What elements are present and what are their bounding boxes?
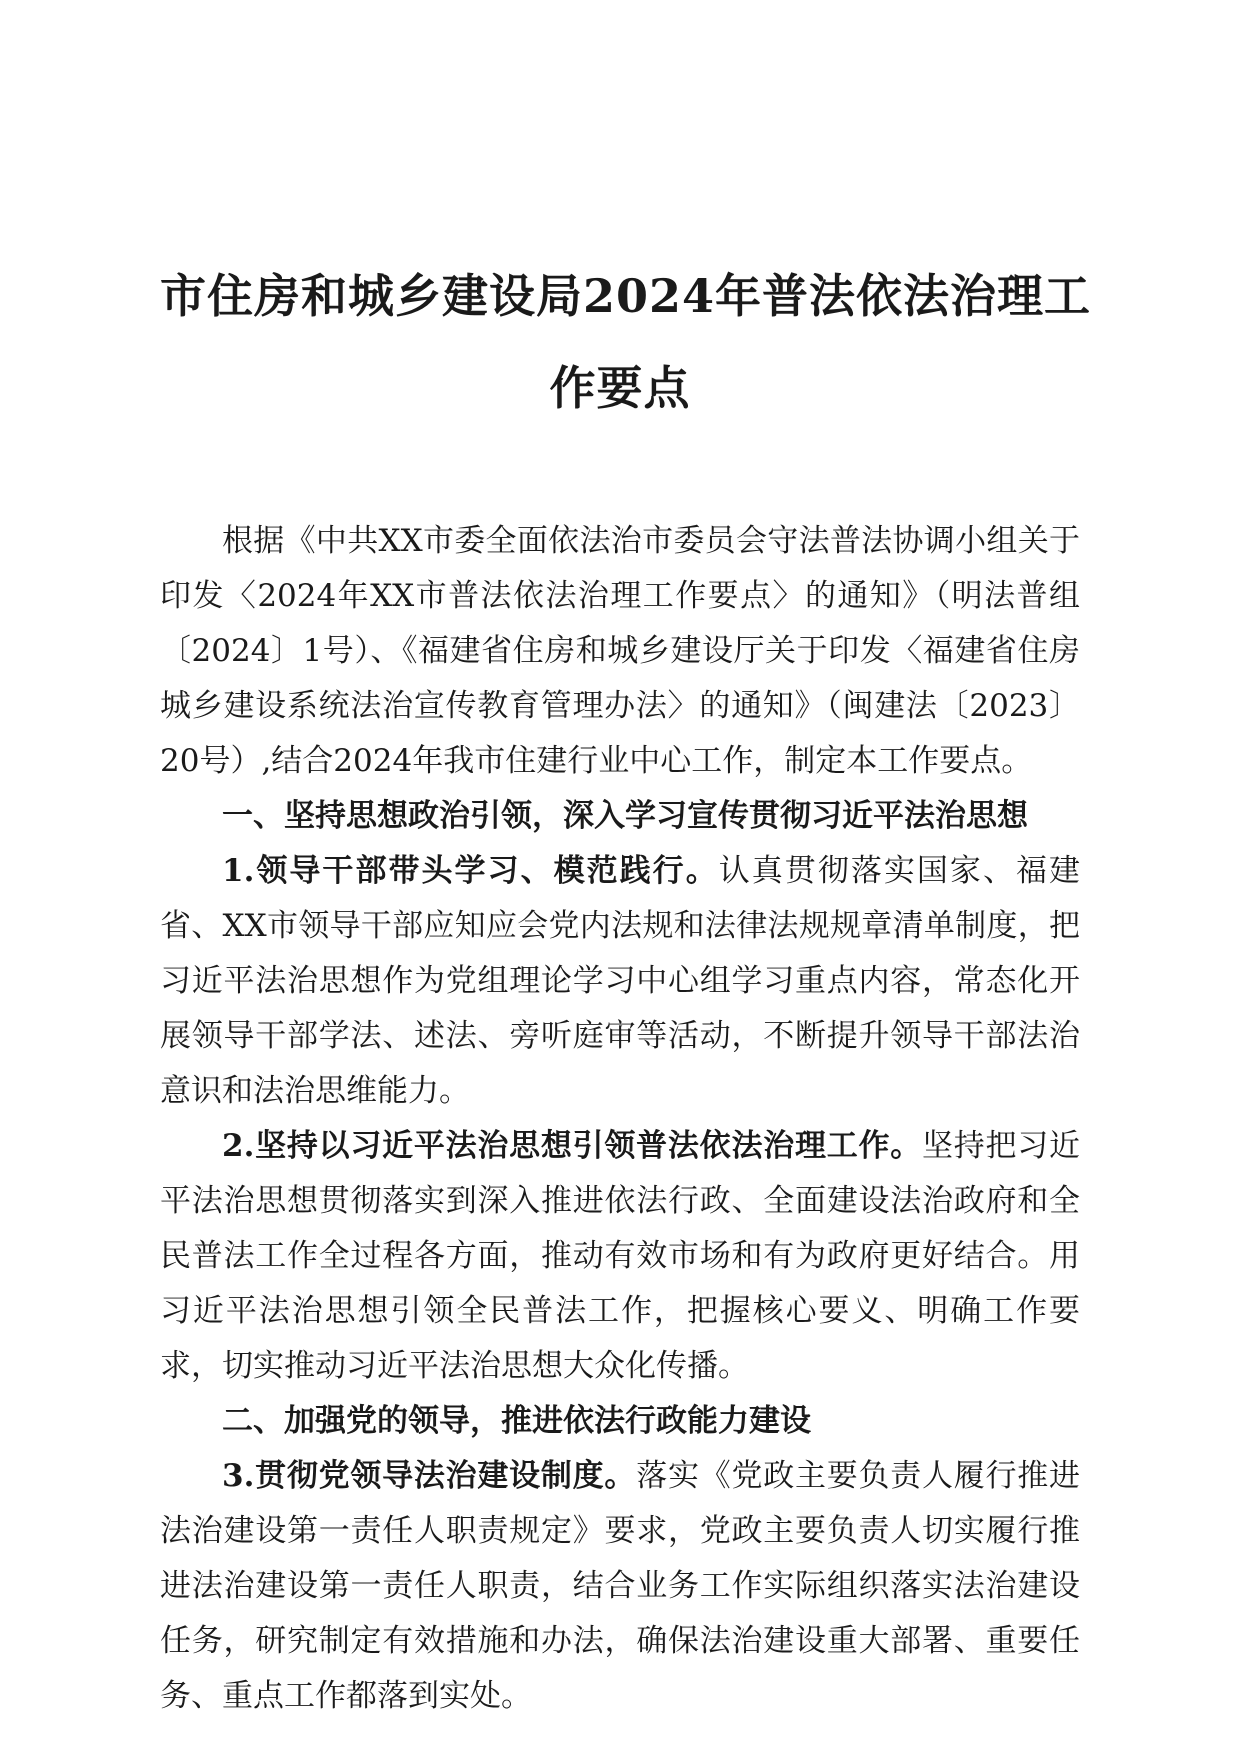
item-3-lead: 3.贯彻党领导法治建设制度。 [222,1458,637,1494]
intro-paragraph: 根据《中共XX市委全面依法治市委员会守法普法协调小组关于印发〈2024年XX市普法依法治理工作要点〉的通知》（明法普组〔2024〕1号）、《福建省住房和城乡建设厅关于印发〈福建省住房城乡建设系统法治宣传教育管理办法〉的通知》（闽建法〔2023〕20号）,结合2024年我市住建行业中心工作，制定本工作要点。 [160,523,1080,779]
item-1-body: 认真贯彻落实国家、福建省、XX市领导干部应知应会党内法规和法律法规规章清单制度，把习近平法治思想作为党组理论学习中心组学习重点内容，常态化开展领导干部学法、述法、旁听庭审等活动，不断提升领导干部法治意识和法治思维能力。 [160,853,1080,1109]
document-page [160,250,1092,1724]
title-line-1: 市住房和城乡建设局2024年普法依法治理工 [160,269,1092,323]
item-paragraph-2 [160,1119,1080,1394]
item-paragraph-3 [160,1449,1080,1724]
section-heading-2: 二、加强党的领导，推进依法行政能力建设 [222,1403,811,1439]
item-2-lead: 2.坚持以习近平法治思想引领普法依法治理工作。 [222,1128,922,1164]
item-1-lead: 1.领导干部带头学习、模范践行。 [222,853,719,889]
item-2-body: 坚持把习近平法治思想贯彻落实到深入推进依法行政、全面建设法治政府和全民普法工作全过程各方面，推动有效市场和有为政府更好结合。用习近平法治思想引领全民普法工作，把握核心要义、明确工作要求，切实推动习近平法治思想大众化传播。 [160,1128,1080,1384]
document-title [160,250,1092,434]
document-body [160,514,1080,1724]
section-heading-1: 一、坚持思想政治引领，深入学习宣传贯彻习近平法治思想 [222,798,1028,834]
item-paragraph-1 [160,844,1080,1119]
title-line-2: 作要点 [549,361,691,415]
item-3-body: 落实《党政主要负责人履行推进法治建设第一责任人职责规定》要求，党政主要负责人切实履行推进法治建设第一责任人职责，结合业务工作实际组织落实法治建设任务，研究制定有效措施和办法，确保法治建设重大部署、重要任务、重点工作都落到实处。 [160,1458,1080,1714]
